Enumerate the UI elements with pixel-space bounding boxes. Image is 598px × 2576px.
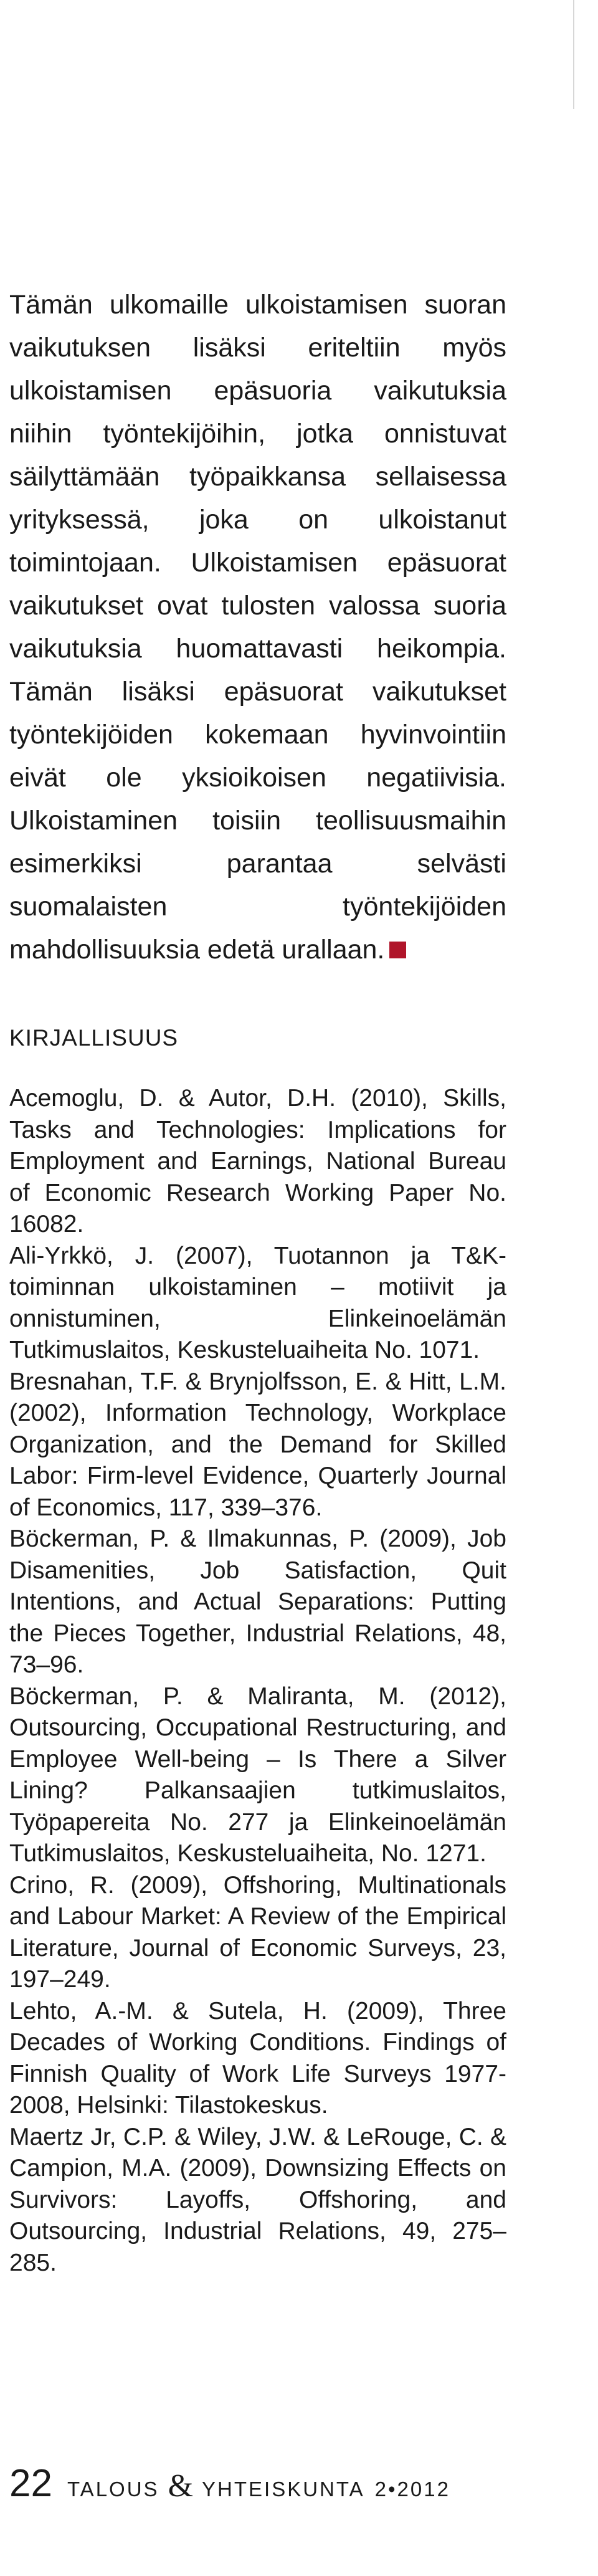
journal-ampersand: & <box>168 2468 194 2504</box>
reference-item: Acemoglu, D. & Autor, D.H. (2010), Skills, Tasks and Technologies: Implications for Employment and Earnings, National Bureau of Economic Research Working Paper No. 16082. <box>9 1085 506 1238</box>
body-paragraph <box>9 284 506 971</box>
reference-item: Ali-Yrkkö, J. (2007), Tuotannon ja T&K-toiminnan ulkoistaminen – motiivit ja onnistuminen, Elinkeinoelämän Tutkimuslaitos, Keskusteluaiheita No. 1071. <box>9 1242 506 1363</box>
reference-item: Maertz Jr, C.P. & Wiley, J.W. & LeRouge, C. & Campion, M.A. (2009), Downsizing Effects on Survivors: Layoffs, Offshoring, and Outsourcing, Industrial Relations, 49, 275–285. <box>9 2123 506 2276</box>
page-number: 22 <box>9 2462 52 2505</box>
end-of-article-mark <box>389 942 406 958</box>
reference-item: Böckerman, P. & Maliranta, M. (2012), Outsourcing, Occupational Restructuring, and Employee Well-being – Is There a Silver Lining? Palkansaajien tutkimuslaitos, Työpapereita No. 277 ja Elinkeinoelämän Tutkimuslaitos, Keskusteluaiheita, No. 1271. <box>9 1682 506 1867</box>
reference-item: Crino, R. (2009), Offshoring, Multinationals and Labour Market: A Review of the Empirical Literature, Journal of Economic Surveys, 23, 197–249. <box>9 1871 506 1993</box>
reference-item: Böckerman, P. & Ilmakunnas, P. (2009), Job Disamenities, Job Satisfaction, Quit Intentions, and Actual Separations: Putting the Pieces Together, Industrial Relations, 48, 73–96. <box>9 1525 506 1678</box>
journal-name-part2: YHTEISKUNTA <box>202 2478 365 2501</box>
reference-item: Bresnahan, T.F. & Brynjolfsson, E. & Hitt, L.M. (2002), Information Technology, Workplace Organization, and the Demand for Skilled Labor: Firm-level Evidence, Quarterly Journal of Economics, 117, 339–376. <box>9 1368 506 1521</box>
references-heading: KIRJALLISUUS <box>9 1025 179 1051</box>
body-text <box>9 284 506 971</box>
paragraph-text: Tämän ulkomaille ulkoistamisen suoran vaikutuksen lisäksi eriteltiin myös ulkoistamisen epäsuoria vaikutuksia niihin työntekijöihin, jotka onnistuvat säilyttämään työpaikkansa sellaisessa yrityksessä, joka on ulkoistanut toimintojaan. Ulkoistamisen epäsuorat vaikutukset ovat tulosten valossa suoria vaikutuksia huomattavasti heikompia. Tämän lisäksi epäsuorat vaikutukset työntekijöiden kokemaan hyvinvointiin eivät ole yksioikoisen negatiivisia. Ulkoistaminen toisiin teollisuusmaihin esimerkiksi parantaa selvästi suomalaisten työntekijöiden mahdollisuuksia edetä urallaan. <box>9 290 506 965</box>
reference-item: Lehto, A.-M. & Sutela, H. (2009), Three Decades of Working Conditions. Findings of Finnish Quality of Work Life Surveys 1977-2008, Helsinki: Tilastokeskus. <box>9 1997 506 2119</box>
margin-rule <box>573 0 598 109</box>
journal-issue: 2•2012 <box>374 2478 450 2501</box>
page-footer <box>9 2461 450 2506</box>
reference-list <box>9 1083 506 2279</box>
journal-name-part1: TALOUS <box>67 2478 159 2501</box>
